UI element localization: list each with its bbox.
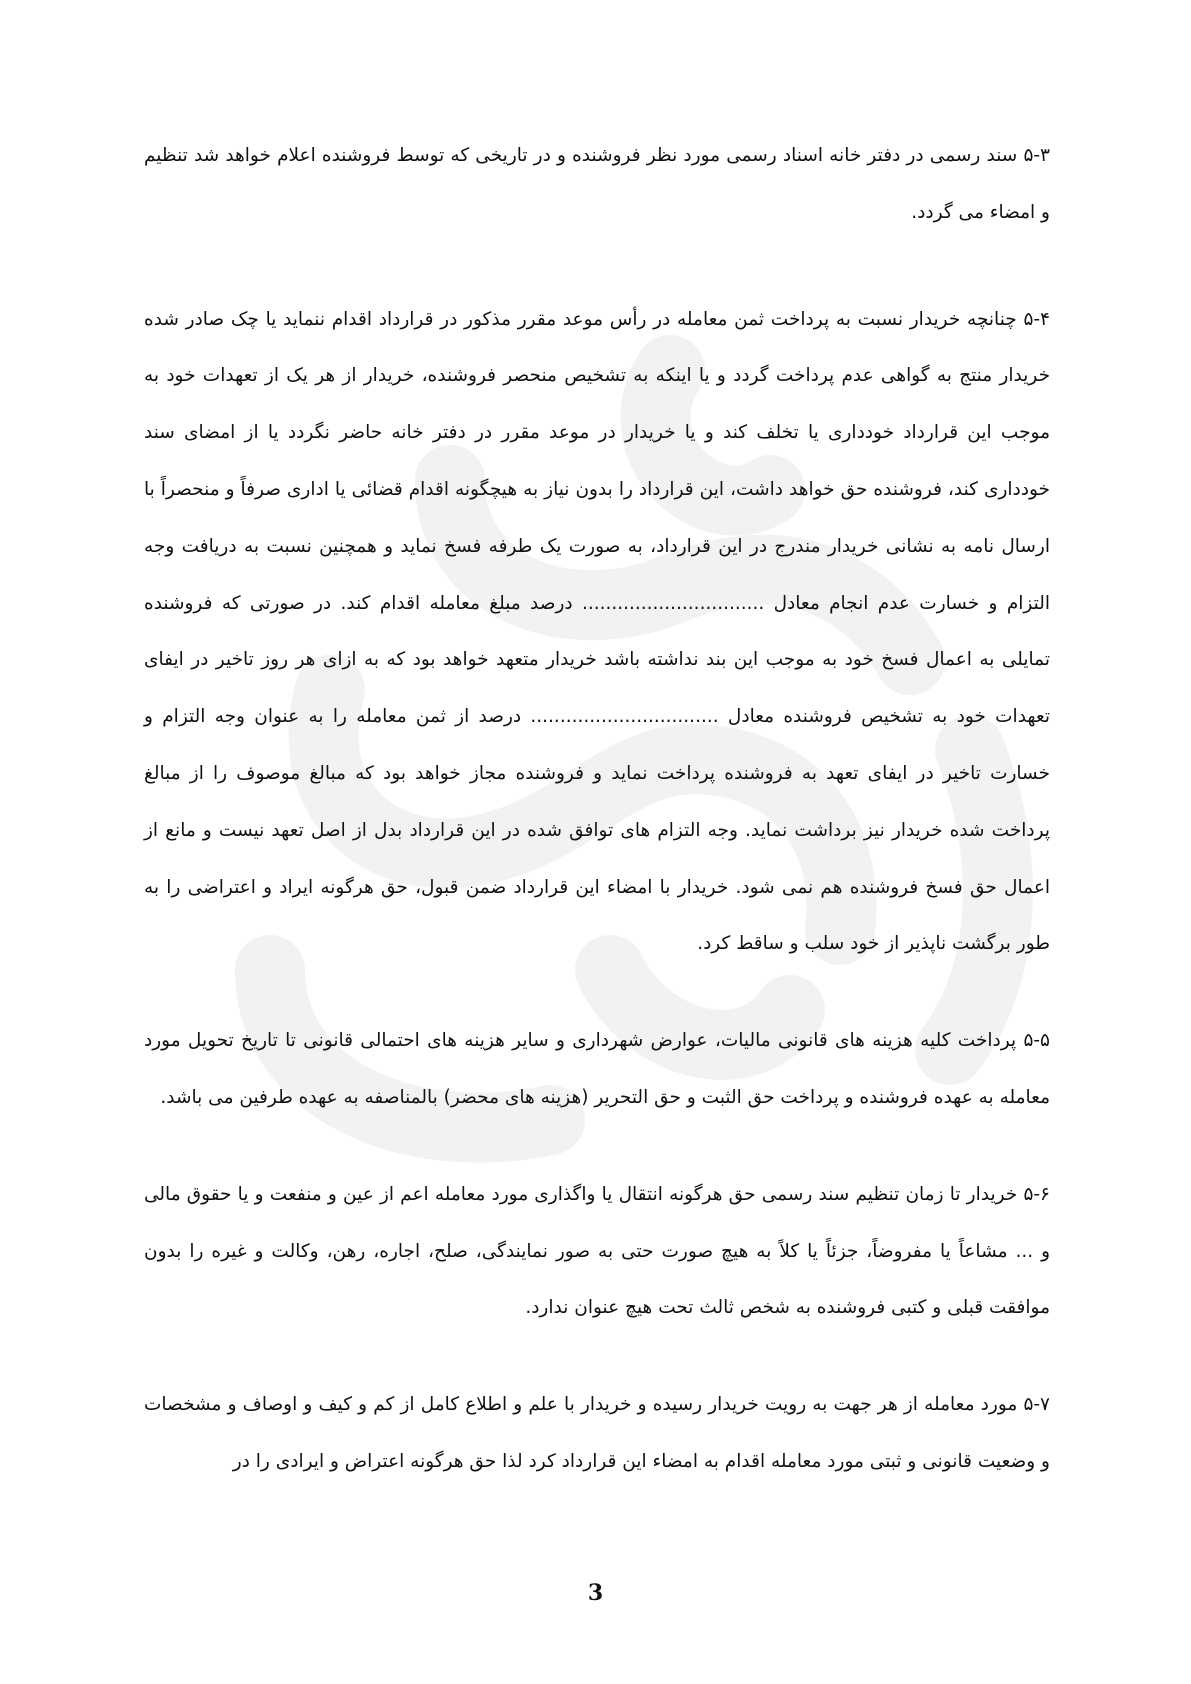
document-body (144, 128, 1050, 1531)
page-number: 3 (587, 1580, 604, 1606)
clause-5-7: ۵-۷ مورد معامله از هر جهت به رویت خریدار رسیده و خریدار با علم و اطلاع کامل از کم و کیف و اوصاف و مشخصات و وضعیت قانونی و ثبتی مورد معامله اقدام به امضاء این قرارداد کرد لذا حق هرگونه اعتراض و ایرادی را در (144, 1394, 1050, 1472)
clause-5-3: ۵-۳ سند رسمی در دفتر خانه اسناد رسمی مورد نظر فروشنده و در تاریخی که توسط فروشنده اعلام خواهد شد تنظیم و امضاء می گردد. (144, 145, 1050, 223)
clause-5-5: ۵-۵ پرداخت کلیه هزینه های قانونی مالیات، عوارض شهرداری و سایر هزینه های احتمالی قانونی تا تاریخ تحویل مورد معامله به عهده فروشنده و پرداخت حق الثبت و حق التحریر (هزینه های محضر) بالمناصفه به عهده طرفین می باشد. (144, 1030, 1050, 1108)
clause-5-6: ۵-۶ خریدار تا زمان تنظیم سند رسمی حق هرگونه انتقال یا واگذاری مورد معامله اعم از عین و منفعت و یا حقوق مالی و ... مشاعاً یا مفروضاً، جزئاً یا کلاً به هیچ صورت حتی به صور نمایندگی، صلح، اجاره، رهن، وکالت و غیره را بدون موافقت قبلی و کتبی فروشنده به شخص ثالث تحت هیچ عنوان ندارد. (144, 1183, 1050, 1319)
clause-5-4: ۵-۴ چنانچه خریدار نسبت به پرداخت ثمن معامله در رأس موعد مقرر مذکور در قرارداد اقدام ننماید یا چک صادر شده خریدار منتج به گواهی عدم پرداخت گردد و یا اینکه به تشخیص منحصر فروشنده، خریدار از هر یک از تعهدات خود به موجب این قرارداد خودداری یا تخلف کند و یا خریدار در موعد مقرر در دفتر خانه حاضر نگردد یا از امضای سند خودداری کند، فروشنده حق خواهد داشت، این قرارداد را بدون نیاز به هیچگونه اقدام قضائی یا اداری صرفاً و منحصراً با ارسال نامه به نشانی خریدار مندرج در این قرارداد، به صورت یک طرفه فسخ نماید و همچنین نسبت به دریافت وجه التزام و خسارت عدم انجام معادل ............................... درصد مبلغ معامله اقدام کند. در صورتی که فروشنده تمایلی به اعمال فسخ خود به موجب این بند نداشته باشد خریدار متعهد خواهد بود که به ازای هر روز تاخیر در ایفای تعهدات خود به تشخیص فروشنده معادل ................................ درصد از ثمن معامله را به عنوان وجه التزام و خسارت تاخیر در ایفای تعهد به فروشنده پرداخت نماید و فروشنده مجاز خواهد بود که مبالغ موصوف را از مبالغ پرداخت شده خریدار نیز برداشت نماید. وجه التزام های توافق شده در این قرارداد بدل از اصل تعهد نیست و مانع از اعمال حق فسخ فروشنده هم نمی شود. خریدار با امضاء این قرارداد ضمن قبول، حق هرگونه ایراد و اعتراضی را به طور برگشت ناپذیر از خود سلب و ساقط کرد. (144, 308, 1050, 955)
